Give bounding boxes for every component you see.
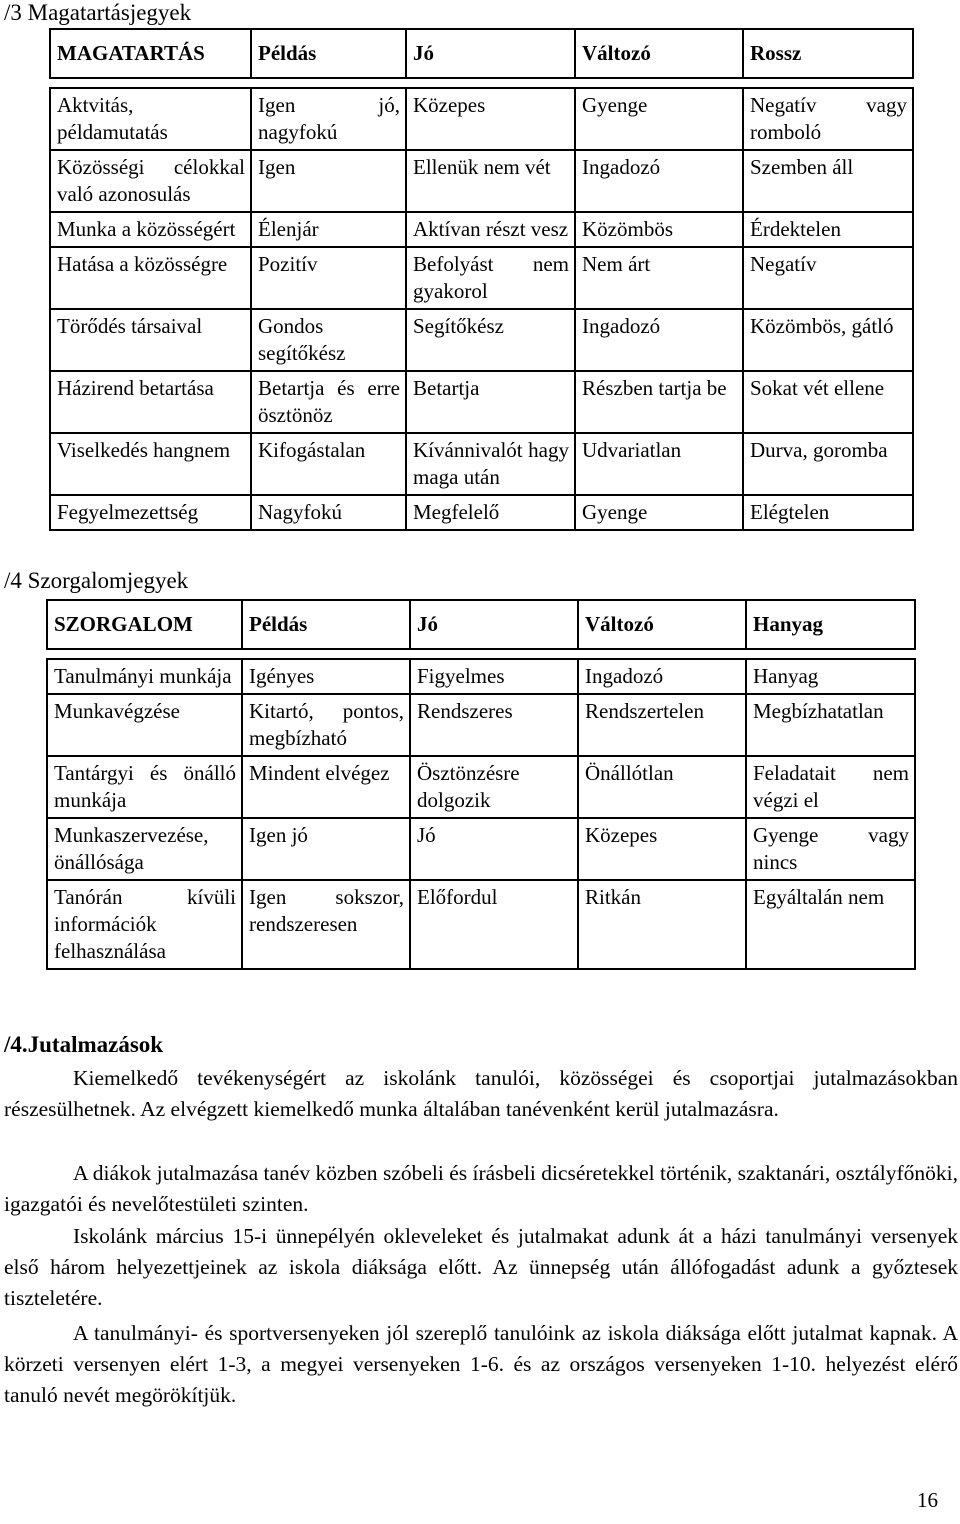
table-row <box>50 150 913 212</box>
table-row <box>50 247 913 309</box>
table-cell: Ingadozó <box>575 150 743 212</box>
table-cell: Gyenge <box>575 495 743 530</box>
table-cell: Közepes <box>406 88 575 150</box>
table-cell: Gyenge <box>575 88 743 150</box>
table-cell: Kívánnivalót hagy maga után <box>406 433 575 495</box>
table-cell: Befolyást nem gyakorol <box>406 247 575 309</box>
table-row <box>50 212 913 247</box>
row-label: Munka a közösségért <box>50 212 251 247</box>
table-row <box>47 818 915 880</box>
row-label: Házirend betartása <box>50 371 251 433</box>
table-cell: Jó <box>410 818 578 880</box>
table-cell: Közömbös <box>575 212 743 247</box>
header-cell: Példás <box>251 29 406 78</box>
table-cell: Ritkán <box>578 880 746 969</box>
table-cell: Kitartó, pontos, megbízható <box>242 694 410 756</box>
table-cell: Ingadozó <box>575 309 743 371</box>
table-cell: Betartja és erre ösztönöz <box>251 371 406 433</box>
table-cell: Előfordul <box>410 880 578 969</box>
table-cell: Mindent elvégez <box>242 756 410 818</box>
table-cell: Igényes <box>242 659 410 694</box>
row-label: Törődés társaival <box>50 309 251 371</box>
table-cell: Élenjár <box>251 212 406 247</box>
table-row <box>47 880 915 969</box>
table-row <box>50 309 913 371</box>
row-label: Fegyelmezettség <box>50 495 251 530</box>
table-cell: Igen jó, nagyfokú <box>251 88 406 150</box>
table-cell: Hanyag <box>746 659 915 694</box>
table-cell: Segítőkész <box>406 309 575 371</box>
table-cell: Rendszeres <box>410 694 578 756</box>
table-cell: Megfelelő <box>406 495 575 530</box>
rewards-paragraph: A tanulmányi- és sportversenyeken jól szereplő tanulóink az iskola diáksága előtt jutalmat kapnak. A körzeti versenyen elért 1-3, a megyei versenyeken 1-6. és az országos versenyeken 1-10. helyezést elérő tanuló nevét megörökítjük. <box>4 1321 958 1407</box>
row-label: Hatása a közösségre <box>50 247 251 309</box>
table-cell: Igen <box>251 150 406 212</box>
table-row <box>50 495 913 530</box>
rewards-paragraph: Iskolánk március 15-i ünnepélyén okleveleket és jutalmakat adunk át a házi tanulmányi versenyek első három helyezettjeinek az iskola diáksága előtt. Az ünnepség után állófogadást adunk a győztesek tiszteletére. <box>4 1224 958 1310</box>
table-cell: Gyenge vagy nincs <box>746 818 915 880</box>
table-cell: Aktívan részt vesz <box>406 212 575 247</box>
table-row <box>47 756 915 818</box>
header-cell: Példás <box>242 600 410 649</box>
table-row <box>50 88 913 150</box>
table-cell: Elégtelen <box>743 495 913 530</box>
rewards-heading: /4.Jutalmazások <box>4 1032 164 1057</box>
table-cell: Ingadozó <box>578 659 746 694</box>
table-row <box>47 694 915 756</box>
table-cell: Kifogástalan <box>251 433 406 495</box>
page-number: 16 <box>917 1488 938 1512</box>
table-row <box>47 659 915 694</box>
header-cell: Változó <box>578 600 746 649</box>
table-row <box>50 433 913 495</box>
row-label: Tanórán kívüli információk felhasználása <box>47 880 242 969</box>
table-cell: Udvariatlan <box>575 433 743 495</box>
header-cell: MAGATARTÁS <box>50 29 251 78</box>
row-label: Munkavégzése <box>47 694 242 756</box>
table-cell: Közepes <box>578 818 746 880</box>
header-cell: Hanyag <box>746 600 915 649</box>
header-cell: Rossz <box>743 29 913 78</box>
table-cell: Ösztönzésre dolgozik <box>410 756 578 818</box>
table-header-row <box>47 600 915 649</box>
table-row <box>50 371 913 433</box>
table-cell: Közömbös, gátló <box>743 309 913 371</box>
table-cell: Megbízhatatlan <box>746 694 915 756</box>
table-cell: Egyáltalán nem <box>746 880 915 969</box>
behaviour-grades-table <box>49 28 914 531</box>
table-cell: Érdektelen <box>743 212 913 247</box>
header-cell: Jó <box>406 29 575 78</box>
rewards-paragraph: Kiemelkedő tevékenységért az iskolánk tanulói, közösségei és csoportjai jutalmazásokban részesülhetnek. Az elvégzett kiemelkedő munka általában tanévenként kerül jutalmazásra. <box>4 1066 958 1121</box>
table-cell: Sokat vét ellene <box>743 371 913 433</box>
row-label: Munkaszervezése, önállósága <box>47 818 242 880</box>
diligence-grades-table <box>46 599 916 970</box>
section4-heading: /4 Szorgalomjegyek <box>4 568 189 593</box>
table-cell: Rendszertelen <box>578 694 746 756</box>
table-cell: Igen jó <box>242 818 410 880</box>
table-cell: Gondos segítőkész <box>251 309 406 371</box>
rewards-paragraph: A diákok jutalmazása tanév közben szóbeli és írásbeli dicséretekkel történik, szaktanári, osztályfőnöki, igazgatói és nevelőtestületi szinten. <box>4 1161 958 1216</box>
row-label: Tantárgyi és önálló munkája <box>47 756 242 818</box>
table-cell: Önállótlan <box>578 756 746 818</box>
table-cell: Feladatait nem végzi el <box>746 756 915 818</box>
row-label: Tanulmányi munkája <box>47 659 242 694</box>
table-cell: Igen sokszor, rendszeresen <box>242 880 410 969</box>
section3-heading: /3 Magatartásjegyek <box>4 0 192 25</box>
header-cell: Változó <box>575 29 743 78</box>
table-cell: Figyelmes <box>410 659 578 694</box>
table-cell: Negatív <box>743 247 913 309</box>
table-cell: Durva, goromba <box>743 433 913 495</box>
header-cell: Jó <box>410 600 578 649</box>
table-cell: Betartja <box>406 371 575 433</box>
row-label: Közösségi célokkal való azonosulás <box>50 150 251 212</box>
table-cell: Szemben áll <box>743 150 913 212</box>
table-cell: Ellenük nem vét <box>406 150 575 212</box>
header-cell: SZORGALOM <box>47 600 242 649</box>
table-cell: Részben tartja be <box>575 371 743 433</box>
table-header-row <box>50 29 913 78</box>
table-cell: Nagyfokú <box>251 495 406 530</box>
table-cell: Pozitív <box>251 247 406 309</box>
table-cell: Nem árt <box>575 247 743 309</box>
row-label: Viselkedés hangnem <box>50 433 251 495</box>
row-label: Aktvitás, példamutatás <box>50 88 251 150</box>
table-cell: Negatív vagy romboló <box>743 88 913 150</box>
